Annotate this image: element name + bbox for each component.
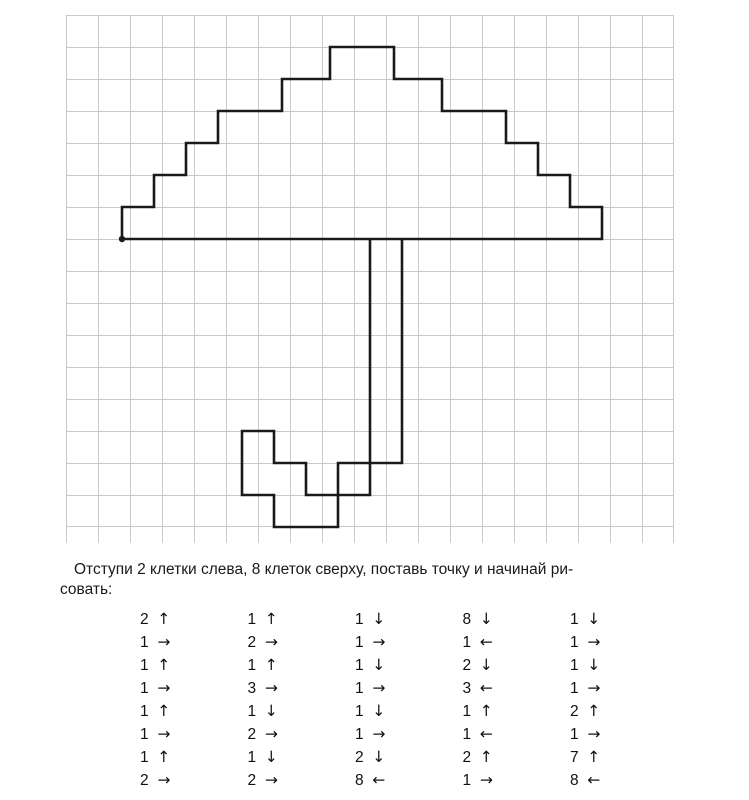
table-row [140,631,620,654]
step-count: 2 [355,749,364,766]
arrow-icon: ↑ [264,610,278,628]
arrow-icon: ↑ [587,702,601,720]
column-gap [405,700,463,723]
step-count: 2 [140,611,149,628]
step-count: 2 [247,634,257,651]
arrow-icon: ↓ [587,656,601,674]
instruction-text [60,560,700,600]
column-gap [512,700,570,723]
step-count: 1 [570,611,579,628]
column-gap [190,654,248,677]
arrow-icon: ↓ [372,610,386,628]
arrow-icon: ↓ [587,610,601,628]
step-count: 1 [462,703,472,720]
arrow-icon: → [264,679,278,697]
column-gap [297,677,355,700]
step-count: 2 [247,772,257,789]
arrow-icon: → [587,633,601,651]
arrow-icon: ← [372,771,386,789]
column-gap [405,654,463,677]
table-row [140,700,620,723]
arrow-icon: ← [479,679,493,697]
column-gap [190,631,248,654]
step-count: 1 [140,634,149,651]
step-count: 1 [462,634,472,651]
start-dot [119,236,125,242]
column-gap [512,677,570,700]
step-count: 1 [355,680,364,697]
arrow-icon: ↑ [157,610,171,628]
column-gap [405,677,463,700]
column-gap [512,631,570,654]
column-gap [297,700,355,723]
table-row [140,608,620,631]
step-count: 1 [247,703,257,720]
column-gap [405,769,463,792]
arrow-icon: ↓ [372,702,386,720]
step-count: 1 [355,703,364,720]
table-row [140,746,620,769]
arrow-icon: → [264,633,278,651]
step-count: 1 [570,657,579,674]
table-row [140,723,620,746]
arrow-icon: ↑ [479,748,493,766]
arrow-icon: → [479,771,493,789]
column-gap [297,723,355,746]
column-gap [512,723,570,746]
arrow-icon: → [587,725,601,743]
arrow-icon: → [372,633,386,651]
instruction-line-1: Отступи 2 клетки слева, 8 клеток сверху, поставь точку и начинай ри- [74,561,574,578]
step-count: 1 [140,680,149,697]
step-count: 1 [140,703,149,720]
instruction-line-2: совать: [60,581,113,598]
step-count: 1 [355,657,364,674]
arrow-icon: → [264,725,278,743]
step-count: 1 [570,680,579,697]
column-gap [190,677,248,700]
column-gap [297,654,355,677]
arrow-icon: ← [479,725,493,743]
step-count: 1 [570,634,579,651]
column-gap [297,769,355,792]
column-gap [512,746,570,769]
arrow-icon: ↑ [157,656,171,674]
arrow-icon: ← [479,633,493,651]
step-count: 7 [570,749,579,766]
arrow-icon: → [372,679,386,697]
column-gap [405,608,463,631]
graphic-dictation-grid [66,15,674,543]
step-count: 1 [570,726,579,743]
step-count: 2 [462,749,472,766]
arrow-icon: → [157,725,171,743]
arrow-icon: ↑ [157,702,171,720]
arrow-icon: ↑ [157,748,171,766]
table-row [140,677,620,700]
grid-drawing-area [66,15,674,543]
arrow-icon: ↓ [479,610,493,628]
steps-table-wrap [140,608,620,792]
step-count: 1 [355,634,364,651]
arrow-icon: → [372,725,386,743]
step-count: 8 [355,772,364,789]
arrow-icon: ↓ [372,748,386,766]
column-gap [190,700,248,723]
step-count: 1 [247,749,257,766]
step-count: 1 [462,772,472,789]
arrow-icon: ↑ [264,656,278,674]
column-gap [512,654,570,677]
arrow-icon: → [264,771,278,789]
arrow-icon: ↓ [264,702,278,720]
column-gap [297,746,355,769]
column-gap [190,769,248,792]
step-count: 1 [462,726,472,743]
step-count: 3 [462,680,472,697]
arrow-icon: → [157,679,171,697]
step-count: 2 [570,703,579,720]
step-count: 2 [462,657,472,674]
column-gap [405,723,463,746]
arrow-icon: ← [587,771,601,789]
column-gap [297,608,355,631]
step-count: 1 [140,726,149,743]
step-count: 1 [355,611,364,628]
column-gap [512,769,570,792]
step-count: 8 [462,611,472,628]
arrow-icon: ↓ [264,748,278,766]
step-count: 3 [247,680,257,697]
step-count: 8 [570,772,579,789]
step-count: 1 [247,611,257,628]
column-gap [512,608,570,631]
arrow-icon: ↓ [372,656,386,674]
step-count: 1 [140,749,149,766]
column-gap [190,608,248,631]
arrow-icon: → [157,771,171,789]
step-count: 1 [355,726,364,743]
step-count: 2 [247,726,257,743]
arrow-icon: → [157,633,171,651]
step-count: 1 [247,657,257,674]
column-gap [190,723,248,746]
arrow-icon: ↑ [479,702,493,720]
column-gap [405,746,463,769]
arrow-icon: ↑ [587,748,601,766]
steps-table [140,608,620,792]
step-count: 1 [140,657,149,674]
arrow-icon: ↓ [479,656,493,674]
table-row [140,769,620,792]
column-gap [190,746,248,769]
table-row [140,654,620,677]
column-gap [405,631,463,654]
column-gap [297,631,355,654]
step-count: 2 [140,772,149,789]
arrow-icon: → [587,679,601,697]
